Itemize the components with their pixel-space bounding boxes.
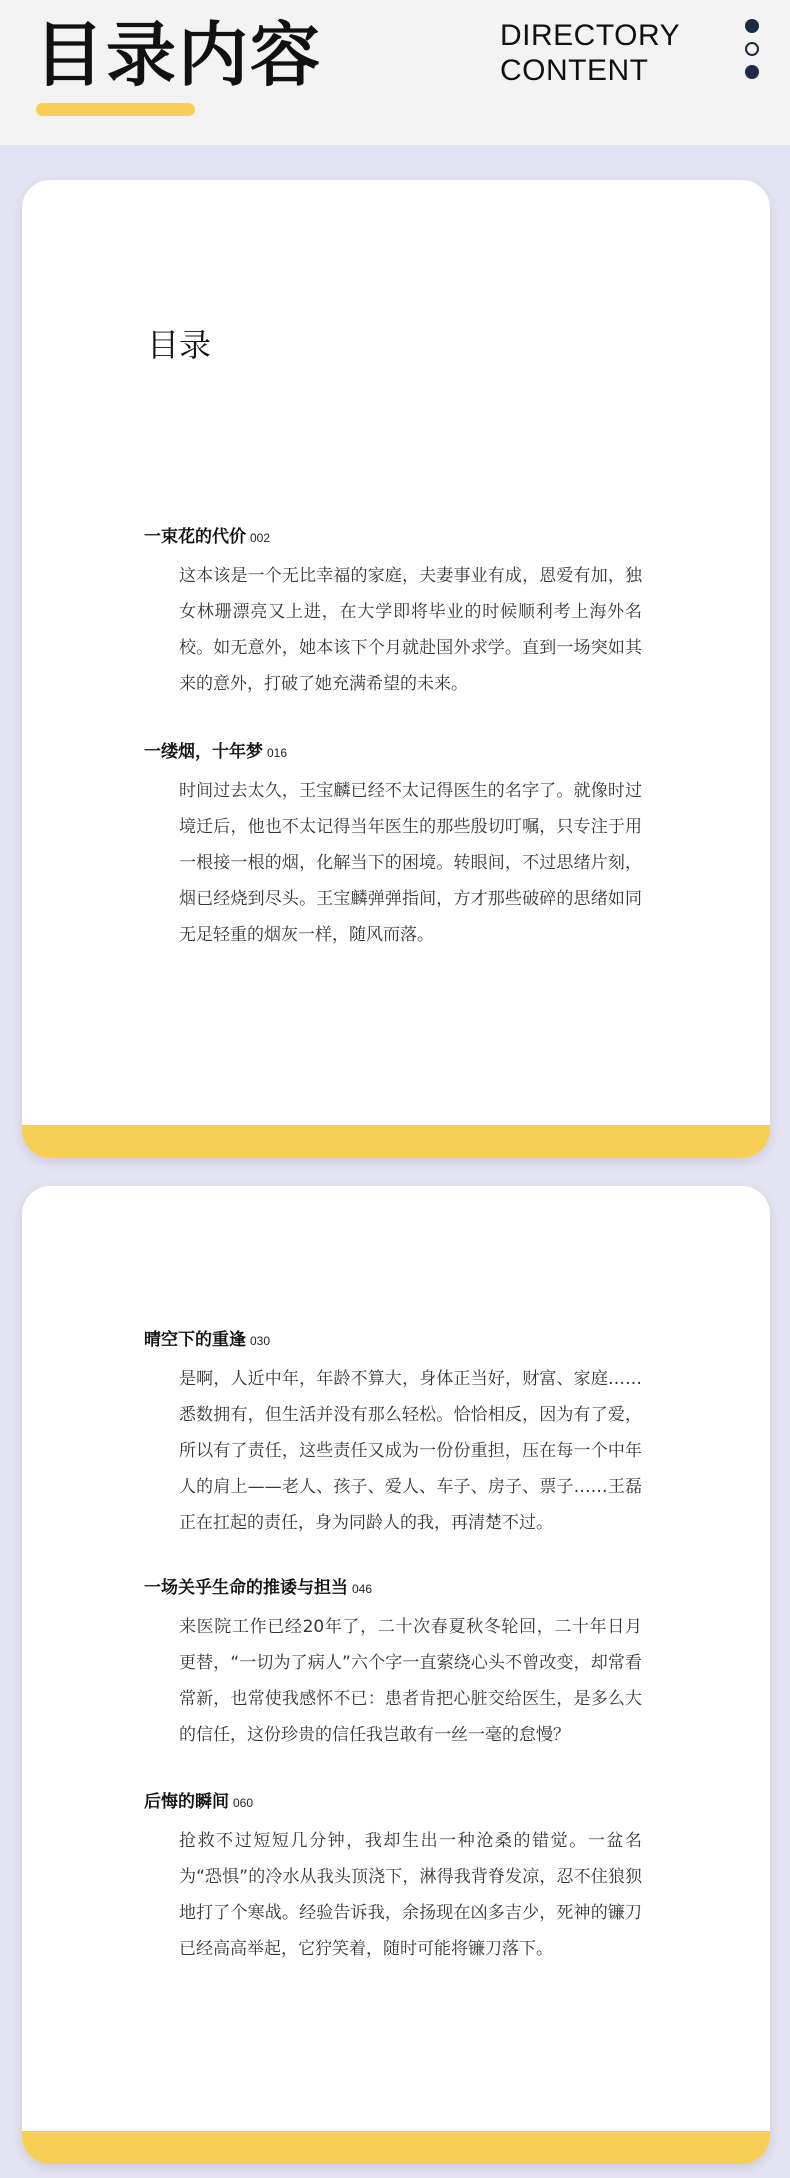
dot-hollow-icon: [745, 42, 759, 56]
entry-title-line: [144, 740, 664, 765]
toc-card-2: [22, 1186, 770, 2164]
toc-entry[interactable]: [144, 525, 664, 702]
header-english-line-2: CONTENT: [500, 54, 649, 87]
entry-page-number: 002: [250, 531, 271, 545]
entry-summary: 是啊，人近中年，年龄不算大，身体正当好，财富、家庭……悉数拥有，但生活并没有那么轻松。恰恰相反，因为有了爱，所以有了责任，这些责任又成为一份份重担，压在每一个中年人的肩上——老人、孩子、爱人、车子、房子、票子……王磊正在扛起的责任，身为同龄人的我，再清楚不过。: [179, 1369, 642, 1533]
entry-title-line: [144, 1790, 664, 1815]
dot-filled-icon: [745, 19, 759, 33]
header-english-title: [500, 18, 680, 88]
toc-card-1: [22, 180, 770, 1158]
toc-heading: 目录: [147, 326, 212, 364]
toc-entry[interactable]: [144, 1790, 664, 1967]
entry-page-number: 016: [267, 746, 288, 760]
entry-title: 一场关乎生命的推诿与担当: [144, 1578, 348, 1598]
entry-title-line: [144, 1576, 664, 1601]
page-title: 目录内容: [34, 14, 322, 96]
menu-dots-icon[interactable]: [745, 19, 761, 88]
entry-summary: 这本该是一个无比幸福的家庭，夫妻事业有成，恩爱有加，独女林珊漂亮又上进，在大学即将毕业的时候顺利考上海外名校。如无意外，她本该下个月就赴国外求学。直到一场突如其来的意外，打破了她充满希望的未来。: [179, 566, 642, 694]
entry-summary: 来医院工作已经20年了，二十次春夏秋冬轮回，二十年日月更替，“一切为了病人”六个字一直萦绕心头不曾改变，却常看常新，也常使我感怀不已：患者肯把心脏交给医生，是多么大的信任，这份珍贵的信任我岂敢有一丝一毫的怠慢？: [179, 1617, 642, 1745]
toc-entry[interactable]: [144, 1328, 664, 1541]
toc-entry[interactable]: [144, 740, 664, 953]
entry-page-number: 030: [250, 1334, 271, 1348]
toc-entry[interactable]: [144, 1576, 664, 1753]
title-accent-bar: [36, 103, 195, 116]
entry-title: 一缕烟，十年梦: [144, 742, 263, 762]
entry-summary: 抢救不过短短几分钟，我却生出一种沧桑的错觉。一盆名为“恐惧”的冷水从我头顶浇下，淋得我背脊发凉，忍不住狼狈地打了个寒战。经验告诉我，余扬现在凶多吉少，死神的镰刀已经高高举起，它狞笑着，随时可能将镰刀落下。: [179, 1831, 642, 1959]
entry-page-number: 060: [233, 1796, 254, 1810]
entry-title-line: [144, 525, 664, 550]
card-footer-bar: [22, 2131, 770, 2164]
header-english-line-1: DIRECTORY: [500, 19, 681, 52]
entry-title: 后悔的瞬间: [144, 1792, 229, 1812]
entry-title: 晴空下的重逢: [144, 1330, 246, 1350]
entry-title-line: [144, 1328, 664, 1353]
header: [0, 0, 790, 145]
entry-title: 一束花的代价: [144, 527, 246, 547]
dot-filled-icon: [745, 65, 759, 79]
entry-page-number: 046: [352, 1582, 373, 1596]
card-footer-bar: [22, 1125, 770, 1158]
entry-summary: 时间过去太久，王宝麟已经不太记得医生的名字了。就像时过境迁后，他也不太记得当年医生的那些殷切叮嘱，只专注于用一根接一根的烟，化解当下的困境。转眼间，不过思绪片刻，烟已经烧到尽头。王宝麟弹弹指间，方才那些破碎的思绪如同无足轻重的烟灰一样，随风而落。: [179, 781, 642, 945]
